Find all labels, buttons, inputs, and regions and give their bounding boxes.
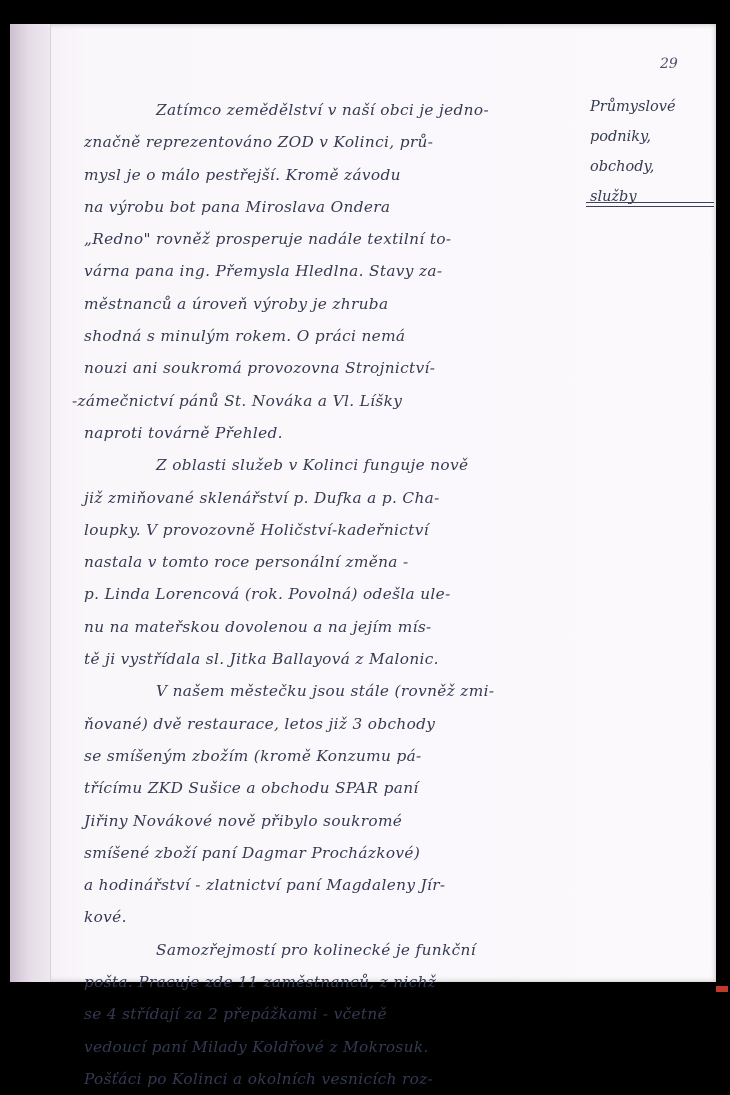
text-line: pošta. Pracuje zde 11 zaměstnanců, z nichž — [84, 973, 437, 992]
text-line: na výrobu bot pana Miroslava Ondera — [84, 197, 391, 216]
text-line: smíšené zboží paní Dagmar Procházkové) — [84, 843, 421, 862]
text-line: loupky. V provozovně Holičství-kadeřnictví — [84, 520, 429, 539]
text-line: várna pana ing. Přemysla Hledlna. Stavy za- — [84, 262, 443, 281]
text-line: Zatímco zemědělství v naší obci je jedno- — [156, 101, 489, 119]
margin-note: obchody, — [590, 159, 655, 175]
margin-note: podniky, — [590, 129, 651, 145]
text-line: a hodinářství - zlatnictví paní Magdaleny Jír- — [84, 876, 446, 895]
notebook-page — [10, 24, 716, 1088]
text-line: kové. — [84, 908, 127, 927]
text-line: naproti továrně Přehled. — [84, 423, 283, 442]
text-line: ňované) dvě restaurace, letos již 3 obchody — [84, 714, 436, 733]
text-line: -zámečnictví pánů St. Nováka a Vl. Líšky — [72, 391, 403, 410]
text-line: nu na mateřskou dovolenou a na jejím mís- — [84, 617, 432, 636]
text-line: nouzi ani soukromá provozovna Strojnictví- — [84, 359, 436, 378]
page-number: 29 — [660, 56, 678, 72]
text-line: třícímu ZKD Sušice a obchodu SPAR paní — [84, 779, 419, 798]
text-line: vedoucí paní Milady Koldřové z Mokrosuk. — [84, 1037, 429, 1056]
text-line: nastala v tomto roce personální změna - — [84, 553, 409, 572]
margin-note: služby — [590, 189, 637, 205]
text-line: se 4 střídají za 2 přepážkami - včetně — [84, 1005, 388, 1024]
text-line: Samozřejmostí pro kolinecké je funkční — [156, 940, 476, 959]
scan-corner-mark — [716, 986, 728, 992]
text-line: tě ji vystřídala sl. Jitka Ballayová z Malonic. — [84, 650, 439, 669]
margin-note: Průmyslové — [590, 99, 676, 115]
text-line: shodná s minulým rokem. O práci nemá — [84, 327, 406, 346]
text-line: Pošťáci po Kolinci a okolních vesnicích roz- — [84, 1069, 434, 1088]
text-line: Z oblasti služeb v Kolinci funguje nově — [156, 456, 469, 475]
text-line: p. Linda Lorencová (rok. Povolná) odešla ule- — [84, 585, 451, 604]
text-line: již zmiňované sklenářství p. Dufka a p. Cha- — [84, 488, 440, 507]
page-binding-edge — [10, 24, 51, 982]
text-line: V našem městečku jsou stále (rovněž zmi- — [156, 682, 495, 701]
text-line: se smíšeným zbožím (kromě Konzumu pá- — [84, 746, 422, 765]
text-line: Jiřiny Novákové nově přibylo soukromé — [84, 811, 403, 830]
handwritten-text — [72, 94, 624, 1095]
text-line: značně reprezentováno ZOD v Kolinci, prů- — [84, 133, 434, 152]
text-line: mysl je o málo pestřejší. Kromě závodu — [84, 165, 401, 184]
text-line: městnanců a úroveň výroby je zhruba — [84, 294, 389, 313]
text-line: „Redno" rovněž prosperuje nadále textilní to- — [84, 230, 452, 249]
